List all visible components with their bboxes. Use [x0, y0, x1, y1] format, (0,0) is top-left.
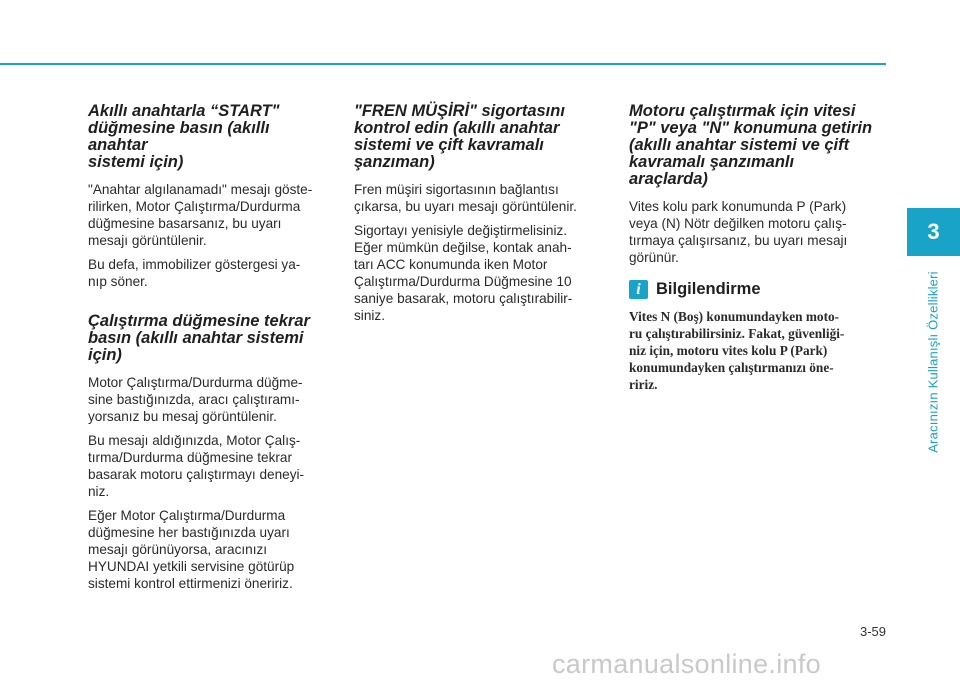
column-3 — [629, 103, 874, 393]
paragraph: Bu mesajı aldığınızda, Motor Çalış- tırma/Durdurma düğmesine tekrar basarak motoru çalıştırmayı deneyi- niz. — [88, 433, 305, 499]
paragraph: Bu defa, immobilizer göstergesi ya- nıp söner. — [88, 257, 301, 289]
column-2 — [354, 103, 599, 331]
paragraph: Vites kolu park konumunda P (Park) veya (N) Nötr değilken motoru çalış- tırmaya çalışırsanız, bu uyarı mesajı görünür. — [629, 199, 848, 265]
section-heading: Akıllı anahtarla “START" düğmesine basın (akıllı anahtar sistemi için) — [88, 102, 280, 171]
info-title: Bilgilendirme — [656, 280, 761, 298]
info-box-header — [629, 280, 874, 299]
paragraph: "Anahtar algılanamadı" mesajı göste- rilirken, Motor Çalıştırma/Durdurma düğmesine basarsanız, bu uyarı mesajı görüntülenir. — [88, 182, 313, 248]
paragraph: Eğer Motor Çalıştırma/Durdurma düğmesine her bastığınızda uyarı mesajı görünüyorsa, aracınızı HYUNDAI yetkili servisine götürüp sistemi kontrol ettirmenizi öneririz. — [88, 508, 295, 591]
paragraph: Fren müşiri sigortasının bağlantısı çıkarsa, bu uyarı mesajı görüntülenir. — [354, 182, 577, 214]
header-rule — [0, 63, 886, 65]
info-body: Vites N (Boş) konumundayken moto- ru çalıştırabilirsiniz. Fakat, güvenliği- niz için, motoru vites kolu P (Park) konumundayken çalıştırmanızı öne- ririz. — [629, 309, 845, 392]
paragraph: Sigortayı yenisiyle değiştirmelisiniz. Eğer mümkün değilse, kontak anah- tarı ACC konumunda iken Motor Çalıştırma/Durdurma Düğmesine 10 saniye basarak, motoru çalıştırabilir- siniz. — [354, 223, 573, 323]
chapter-tab: 3 — [907, 208, 960, 256]
section-heading: Motoru çalıştırmak için vitesi "P" veya "N" konumuna getirin (akıllı anahtar sistemi ve çift kavramalı şanzımanlı araçlarda) — [629, 102, 873, 188]
section-heading: "FREN MÜŞİRİ" sigortasını kontrol edin (akıllı anahtar sistemi ve çift kavramalı şanzıman) — [354, 102, 565, 171]
info-icon: i — [629, 280, 648, 299]
column-1 — [88, 103, 333, 599]
chapter-title: Aracınızın Kullanışlı Özellikleri — [925, 271, 941, 453]
watermark: carmanualsonline.info — [552, 649, 821, 679]
paragraph: Motor Çalıştırma/Durdurma düğme- sine bastığınızda, aracı çalıştıramı- yorsanız bu mesaj görüntülenir. — [88, 375, 303, 424]
section-heading: Çalıştırma düğmesine tekrar basın (akıllı anahtar sistemi için) — [88, 312, 310, 364]
page-number: 3-59 — [859, 624, 886, 639]
